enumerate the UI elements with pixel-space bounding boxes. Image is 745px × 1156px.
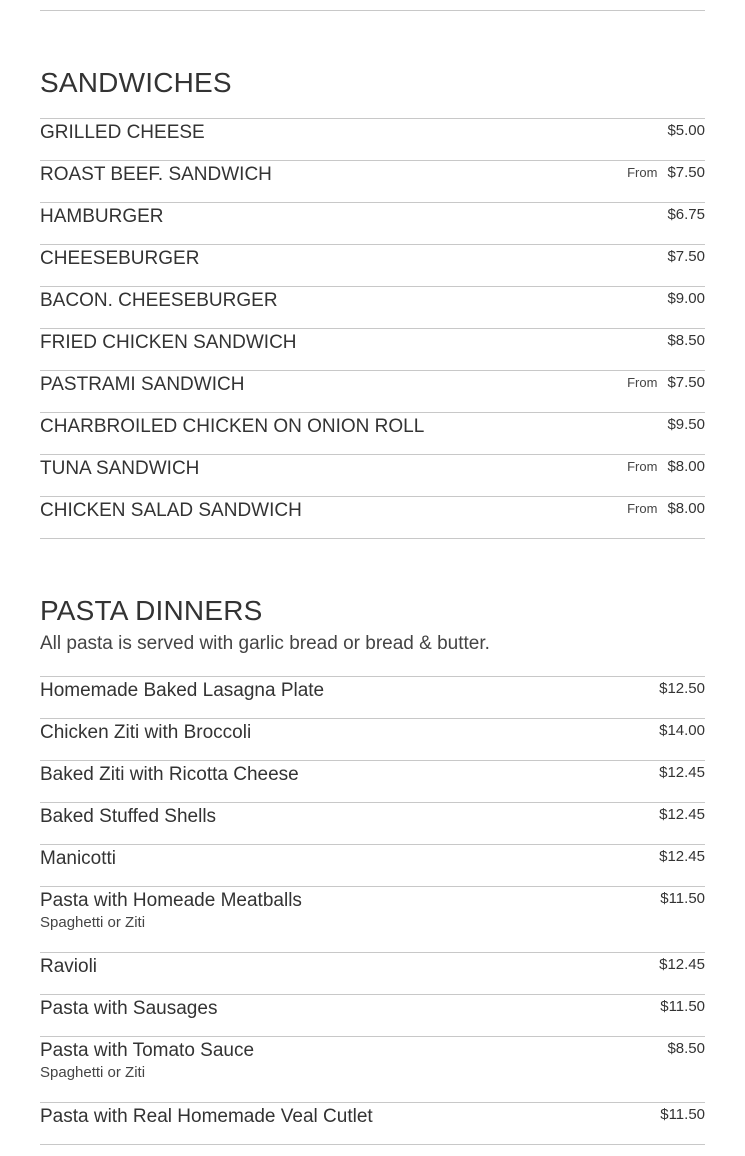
menu-item[interactable] <box>40 496 705 538</box>
item-price: $11.50 <box>660 998 705 1015</box>
item-price: $7.50 <box>667 248 705 265</box>
item-price: $12.45 <box>659 764 705 781</box>
menu-item[interactable] <box>40 286 705 328</box>
menu-item[interactable] <box>40 760 705 802</box>
item-price-block <box>667 331 705 351</box>
menu-item[interactable] <box>40 244 705 286</box>
item-price-block <box>667 415 705 435</box>
item-name: Homemade Baked Lasagna Plate <box>40 680 325 701</box>
menu-item[interactable] <box>40 370 705 412</box>
menu-item[interactable] <box>40 160 705 202</box>
item-price: $14.00 <box>659 722 705 739</box>
item-price: $5.00 <box>667 122 705 139</box>
item-name: HAMBURGER <box>40 206 164 227</box>
item-price: $12.45 <box>659 956 705 973</box>
item-description: Spaghetti or Ziti <box>40 914 146 931</box>
sandwiches-section <box>40 66 705 539</box>
item-price: $12.45 <box>659 848 705 865</box>
item-name: Ravioli <box>40 956 98 977</box>
price-from-label: From <box>627 375 658 390</box>
menu-item[interactable] <box>40 1102 705 1144</box>
item-name: CHICKEN SALAD SANDWICH <box>40 500 302 521</box>
item-name: Pasta with Tomato Sauce <box>40 1040 255 1061</box>
item-price-block <box>667 205 705 225</box>
item-price: $7.50 <box>667 164 705 181</box>
item-name: Manicotti <box>40 848 117 869</box>
item-price: $12.45 <box>659 806 705 823</box>
menu-item[interactable] <box>40 454 705 496</box>
item-price-block <box>667 289 705 309</box>
item-name: ROAST BEEF. SANDWICH <box>40 164 272 185</box>
item-name: Baked Stuffed Shells <box>40 806 217 827</box>
sandwiches-list <box>40 118 705 539</box>
menu-item[interactable] <box>40 412 705 454</box>
item-price: $7.50 <box>667 374 705 391</box>
item-name: Pasta with Real Homemade Veal Cutlet <box>40 1106 373 1127</box>
item-price: $11.50 <box>660 890 705 907</box>
item-name: Baked Ziti with Ricotta Cheese <box>40 764 299 785</box>
item-price: $8.00 <box>667 458 705 475</box>
item-price: $6.75 <box>667 206 705 223</box>
menu-item[interactable] <box>40 202 705 244</box>
menu-item[interactable] <box>40 952 705 994</box>
item-name: BACON. CHEESEBURGER <box>40 290 278 311</box>
item-price-block <box>627 163 705 183</box>
price-from-label: From <box>627 501 658 516</box>
menu-item[interactable] <box>40 676 705 718</box>
item-name: Chicken Ziti with Broccoli <box>40 722 252 743</box>
item-price: $9.00 <box>667 290 705 307</box>
item-price-block <box>627 457 705 477</box>
section-title: PASTA DINNERS <box>40 595 263 626</box>
item-name: TUNA SANDWICH <box>40 458 200 479</box>
pasta-list <box>40 676 705 1145</box>
section-divider <box>40 1144 705 1145</box>
item-name: Pasta with Sausages <box>40 998 218 1019</box>
item-name: PASTRAMI SANDWICH <box>40 374 245 395</box>
menu-item[interactable] <box>40 328 705 370</box>
menu-item[interactable] <box>40 718 705 760</box>
menu-item[interactable] <box>40 118 705 160</box>
item-name: Pasta with Homeade Meatballs <box>40 890 302 911</box>
menu-item[interactable] <box>40 1036 705 1102</box>
item-price-block <box>667 247 705 267</box>
item-name: FRIED CHICKEN SANDWICH <box>40 332 297 353</box>
price-from-label: From <box>627 459 658 474</box>
item-price: $11.50 <box>660 1106 705 1123</box>
pasta-dinners-section <box>40 594 705 1145</box>
item-price: $8.00 <box>667 500 705 517</box>
menu-item[interactable] <box>40 994 705 1036</box>
item-name: GRILLED CHEESE <box>40 122 205 143</box>
item-name: CHEESEBURGER <box>40 248 200 269</box>
item-price-block <box>667 121 705 141</box>
top-divider <box>40 10 705 11</box>
section-description: All pasta is served with garlic bread or bread & butter. <box>40 633 490 654</box>
item-price: $8.50 <box>667 332 705 349</box>
price-from-label: From <box>627 165 658 180</box>
item-description: Spaghetti or Ziti <box>40 1064 146 1081</box>
menu-item[interactable] <box>40 844 705 886</box>
item-price: $8.50 <box>667 1040 705 1057</box>
item-price-block <box>627 373 705 393</box>
item-price-block <box>627 499 705 519</box>
item-price: $12.50 <box>659 680 705 697</box>
menu-item[interactable] <box>40 886 705 952</box>
menu-item[interactable] <box>40 802 705 844</box>
section-divider <box>40 538 705 539</box>
item-price: $9.50 <box>667 416 705 433</box>
item-name: CHARBROILED CHICKEN ON ONION ROLL <box>40 416 425 437</box>
section-title: SANDWICHES <box>40 67 232 98</box>
